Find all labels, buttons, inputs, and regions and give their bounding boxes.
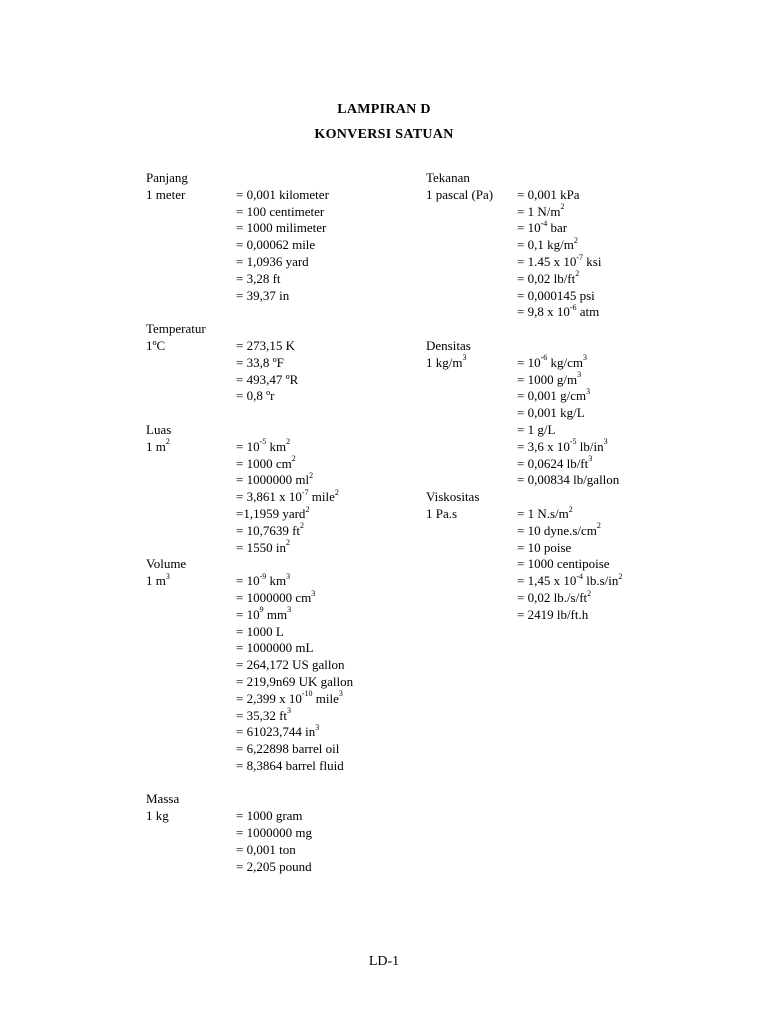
conversion-value: = 0,0624 $lb/ft^3$ bbox=[517, 454, 593, 471]
section-viskositas bbox=[426, 489, 756, 623]
conversion-row bbox=[426, 472, 756, 489]
conversion-value: = 10 poise bbox=[517, 539, 572, 555]
conversion-value: = 0,02 $lb./s/ft^2$ bbox=[517, 588, 592, 605]
section-heading-label: Massa bbox=[146, 791, 180, 807]
page-number: LD-1 bbox=[368, 954, 400, 969]
conversion-row bbox=[426, 422, 756, 439]
conversion-value: = $10^{-6}$ $kg/cm^3$ bbox=[517, 353, 588, 370]
conversion-value: = 1,0936 yard bbox=[236, 253, 309, 269]
conversion-row bbox=[146, 708, 476, 725]
conversion-row bbox=[426, 388, 756, 405]
conversion-row bbox=[426, 271, 756, 288]
section-heading-label: Tekanan bbox=[426, 170, 470, 185]
conversion-value: = $10^{-4}$ bar bbox=[517, 219, 568, 236]
section-tekanan bbox=[426, 170, 756, 338]
conversion-row bbox=[426, 607, 756, 624]
conversion-value: = 61023,744 $in^3$ bbox=[236, 722, 320, 740]
conversion-value: =1,1959 yard$^2$ bbox=[236, 504, 310, 521]
conversion-row bbox=[426, 590, 756, 607]
conversion-row bbox=[426, 355, 756, 372]
conversion-value: = 264,172 US gallon bbox=[236, 657, 345, 673]
conversion-value: = 1000000 $cm^3$ bbox=[236, 588, 316, 605]
conversion-value: = 1000 gram bbox=[236, 808, 303, 824]
conversion-value: = 1,45 x $10^{-4}$ $lb.s/in^2$ bbox=[517, 571, 623, 589]
conversion-row bbox=[426, 204, 756, 221]
section-heading-label: Viskositas bbox=[426, 489, 480, 505]
conversion-row bbox=[146, 859, 476, 876]
conversion-row bbox=[426, 540, 756, 557]
conversion-value: = 0,001 kilometer bbox=[236, 186, 329, 202]
conversion-value: = 1000 $cm^2$ bbox=[236, 454, 296, 471]
conversion-value: = 1550 $in^2$ bbox=[236, 538, 290, 555]
conversion-row bbox=[426, 556, 756, 573]
section-heading-label: Panjang bbox=[146, 170, 188, 185]
right-column bbox=[426, 170, 756, 624]
conversion-value: = 0,00062 mile bbox=[236, 237, 316, 253]
conversion-row bbox=[426, 254, 756, 271]
conversion-value: = 9,8 x $10^{-6}$ atm bbox=[517, 303, 600, 320]
conversion-value: = 2,205 pound bbox=[236, 858, 312, 874]
conversion-row bbox=[146, 741, 476, 758]
base-unit: 1 pascal (Pa) bbox=[426, 186, 494, 202]
conversion-row bbox=[146, 758, 476, 775]
conversion-value: = 0,001 $g/cm^3$ bbox=[517, 387, 591, 404]
conversion-value: = 1000000 mg bbox=[236, 825, 312, 841]
section-heading bbox=[426, 338, 756, 355]
conversion-value: = 0,8 ºr bbox=[236, 388, 275, 404]
conversion-row bbox=[426, 372, 756, 389]
conversion-value: = 0,001 kPa bbox=[517, 186, 580, 202]
conversion-row bbox=[426, 220, 756, 237]
section-heading-label: Volume bbox=[146, 556, 187, 572]
conversion-row bbox=[146, 691, 476, 708]
conversion-value: = $10^9$ $mm^3$ bbox=[236, 605, 292, 622]
conversion-value: = 6,22898 barrel oil bbox=[236, 741, 340, 757]
conversion-value: = 3,861 x $10^{-7}$ mile$^2$ bbox=[236, 487, 339, 505]
base-unit: 1ºC bbox=[146, 337, 166, 353]
section-heading bbox=[146, 791, 476, 808]
conversion-value: = 1000 L bbox=[236, 623, 284, 639]
section-heading-label: Luas bbox=[146, 421, 172, 437]
conversion-value: = 33,8 ºF bbox=[236, 354, 284, 370]
section-heading-label: Temperatur bbox=[146, 321, 206, 337]
section-heading bbox=[426, 489, 756, 506]
base-unit: 1 $m^3$ bbox=[146, 571, 170, 589]
conversion-row bbox=[146, 657, 476, 674]
conversion-value: = 0,001 kg/L bbox=[517, 405, 585, 421]
conversion-value: = 0,001 ton bbox=[236, 841, 296, 857]
conversion-value: = 3,6 x $10^{-5}$ $lb/in^3$ bbox=[517, 437, 608, 454]
spacer bbox=[146, 775, 476, 792]
base-unit: 1 $m^2$ bbox=[146, 437, 170, 454]
base-unit: 1 Pa.s bbox=[426, 505, 458, 521]
conversion-value: = 1000 $g/m^3$ bbox=[517, 370, 582, 387]
conversion-row bbox=[426, 288, 756, 305]
conversion-row bbox=[146, 825, 476, 842]
conversion-value: = 1 $N/m^2$ bbox=[517, 202, 565, 219]
conversion-value: = 0,000145 psi bbox=[517, 287, 595, 303]
conversion-row bbox=[426, 523, 756, 540]
section-massa bbox=[146, 791, 476, 875]
base-unit: 1 $kg/m^3$ bbox=[426, 353, 467, 370]
base-unit: 1 kg bbox=[146, 808, 169, 824]
base-unit: 1 meter bbox=[146, 186, 186, 202]
section-densitas bbox=[426, 338, 756, 489]
conversion-value: = $10^{-9}$ $km^3$ bbox=[236, 571, 291, 589]
conversion-value: = 2419 lb/ft.h bbox=[517, 606, 589, 622]
conversion-value: = 35,32 $ft^3$ bbox=[236, 706, 292, 723]
conversion-row bbox=[146, 640, 476, 657]
conversion-value: = 1000000 mL bbox=[236, 640, 314, 656]
conversion-row bbox=[426, 304, 756, 321]
conversion-value: = 1.45 x $10^{-7}$ ksi bbox=[517, 252, 602, 269]
conversion-row bbox=[426, 237, 756, 254]
conversion-value: = 2,399 x $10^{-10}$ mile$^3$ bbox=[236, 689, 343, 706]
conversion-value: = 0,00834 lb/gallon bbox=[517, 472, 620, 488]
conversion-row bbox=[146, 624, 476, 641]
conversion-row bbox=[426, 456, 756, 473]
document-title: LAMPIRAN D bbox=[337, 102, 431, 117]
section-heading-label: Densitas bbox=[426, 337, 471, 353]
conversion-value: = 1000 milimeter bbox=[236, 220, 327, 236]
conversion-value: = 493,47 ºR bbox=[236, 371, 299, 387]
conversion-value: = 1000 centipoise bbox=[517, 556, 610, 572]
conversion-value: = 3,28 ft bbox=[236, 270, 281, 286]
conversion-value: = 1 g/L bbox=[517, 421, 556, 437]
conversion-row bbox=[426, 405, 756, 422]
conversion-value: = 1000000 $ml^2$ bbox=[236, 471, 314, 488]
conversion-value: = $10^{-5}$ $km^2$ bbox=[236, 437, 291, 454]
conversion-row bbox=[146, 842, 476, 859]
conversion-value: = 1 $N.s/m^2$ bbox=[517, 504, 573, 521]
conversion-row bbox=[146, 724, 476, 741]
conversion-value: = 39,37 in bbox=[236, 287, 290, 303]
conversion-value: = 219,9n69 UK gallon bbox=[236, 673, 354, 689]
conversion-row bbox=[426, 187, 756, 204]
conversion-value: = 273,15 K bbox=[236, 337, 295, 353]
conversion-value: = 0,02 $lb/ft^2$ bbox=[517, 269, 580, 286]
conversion-value: = 0,1 $kg/m^2$ bbox=[517, 235, 578, 253]
section-heading bbox=[426, 170, 756, 187]
spacer bbox=[426, 321, 756, 338]
conversion-value: = 10,7639 $ft^2$ bbox=[236, 521, 305, 538]
conversion-row bbox=[426, 573, 756, 590]
conversion-value: = 10 $dyne.s/cm^2$ bbox=[517, 521, 601, 538]
document-subtitle: KONVERSI SATUAN bbox=[314, 127, 454, 142]
conversion-value: = 8,3864 barrel fluid bbox=[236, 757, 344, 773]
conversion-row bbox=[146, 808, 476, 825]
conversion-row bbox=[426, 506, 756, 523]
conversion-value: = 100 centimeter bbox=[236, 203, 325, 219]
